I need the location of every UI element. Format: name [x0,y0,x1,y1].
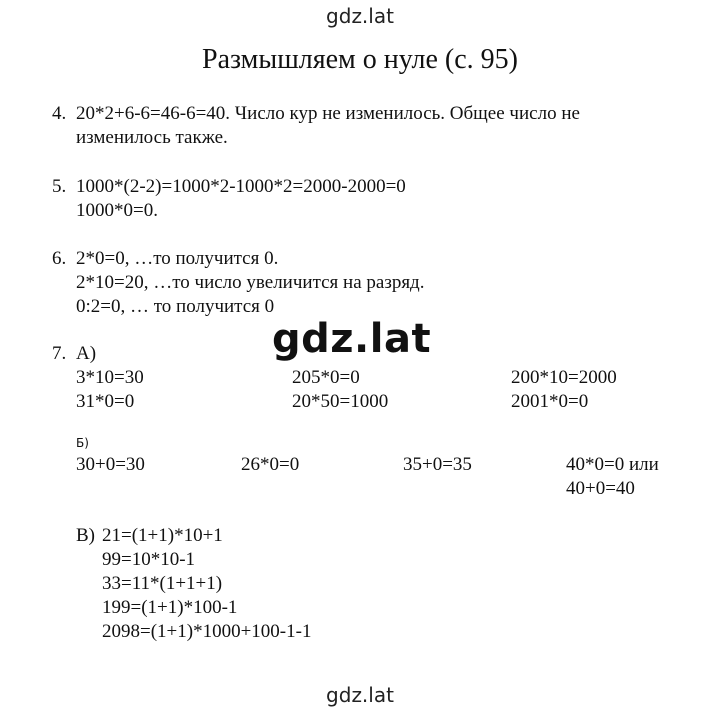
task7-v-line4: 199=(1+1)*100-1 [102,597,238,618]
task5-line2: 1000*0=0. [76,200,158,221]
task7-a-r2c3: 2001*0=0 [511,391,589,412]
task7-b-r1c1: 30+0=30 [76,454,145,475]
task6-number: 6. [52,248,67,269]
task6-line3: 0:2=0, … то получится 0 [76,296,275,317]
task7-b-r1c3: 35+0=35 [403,454,472,475]
task7-a-label: А) [76,343,97,364]
task4-number: 4. [52,103,67,124]
task7-b-label: Б) [76,436,89,450]
watermark-top: gdz.lat [326,4,394,28]
task6-line1: 2*0=0, …то получится 0. [76,248,279,269]
watermark-middle: gdz.lat [272,316,432,362]
task7-b-r1c4: 40*0=0 или [566,454,659,475]
task7-v-line5: 2098=(1+1)*1000+100-1-1 [102,621,312,642]
task7-a-r1c1: 3*10=30 [76,367,144,388]
task4-line2: изменилось также. [76,127,228,148]
task7-a-r1c3: 200*10=2000 [511,367,617,388]
task7-v-line2: 99=10*10-1 [102,549,196,570]
task7-v-line1: 21=(1+1)*10+1 [102,525,223,546]
task7-b-r1c2: 26*0=0 [241,454,300,475]
task7-v-line3: 33=11*(1+1+1) [102,573,223,594]
watermark-bottom: gdz.lat [326,683,394,707]
task7-a-r2c2: 20*50=1000 [292,391,389,412]
task7-a-r1c2: 205*0=0 [292,367,360,388]
task4-line1: 20*2+6-6=46-6=40. Число кур не изменилось. Общее число не [76,103,580,124]
task7-v-label: В) [76,525,95,546]
task7-a-r2c1: 31*0=0 [76,391,135,412]
task5-line1: 1000*(2-2)=1000*2-1000*2=2000-2000=0 [76,176,406,197]
task7-number: 7. [52,343,67,364]
task5-number: 5. [52,176,67,197]
task6-line2: 2*10=20, …то число увеличится на разряд. [76,272,425,293]
task7-b-r2c4: 40+0=40 [566,478,635,499]
page-title: Размышляем о нуле (с. 95) [202,44,518,75]
